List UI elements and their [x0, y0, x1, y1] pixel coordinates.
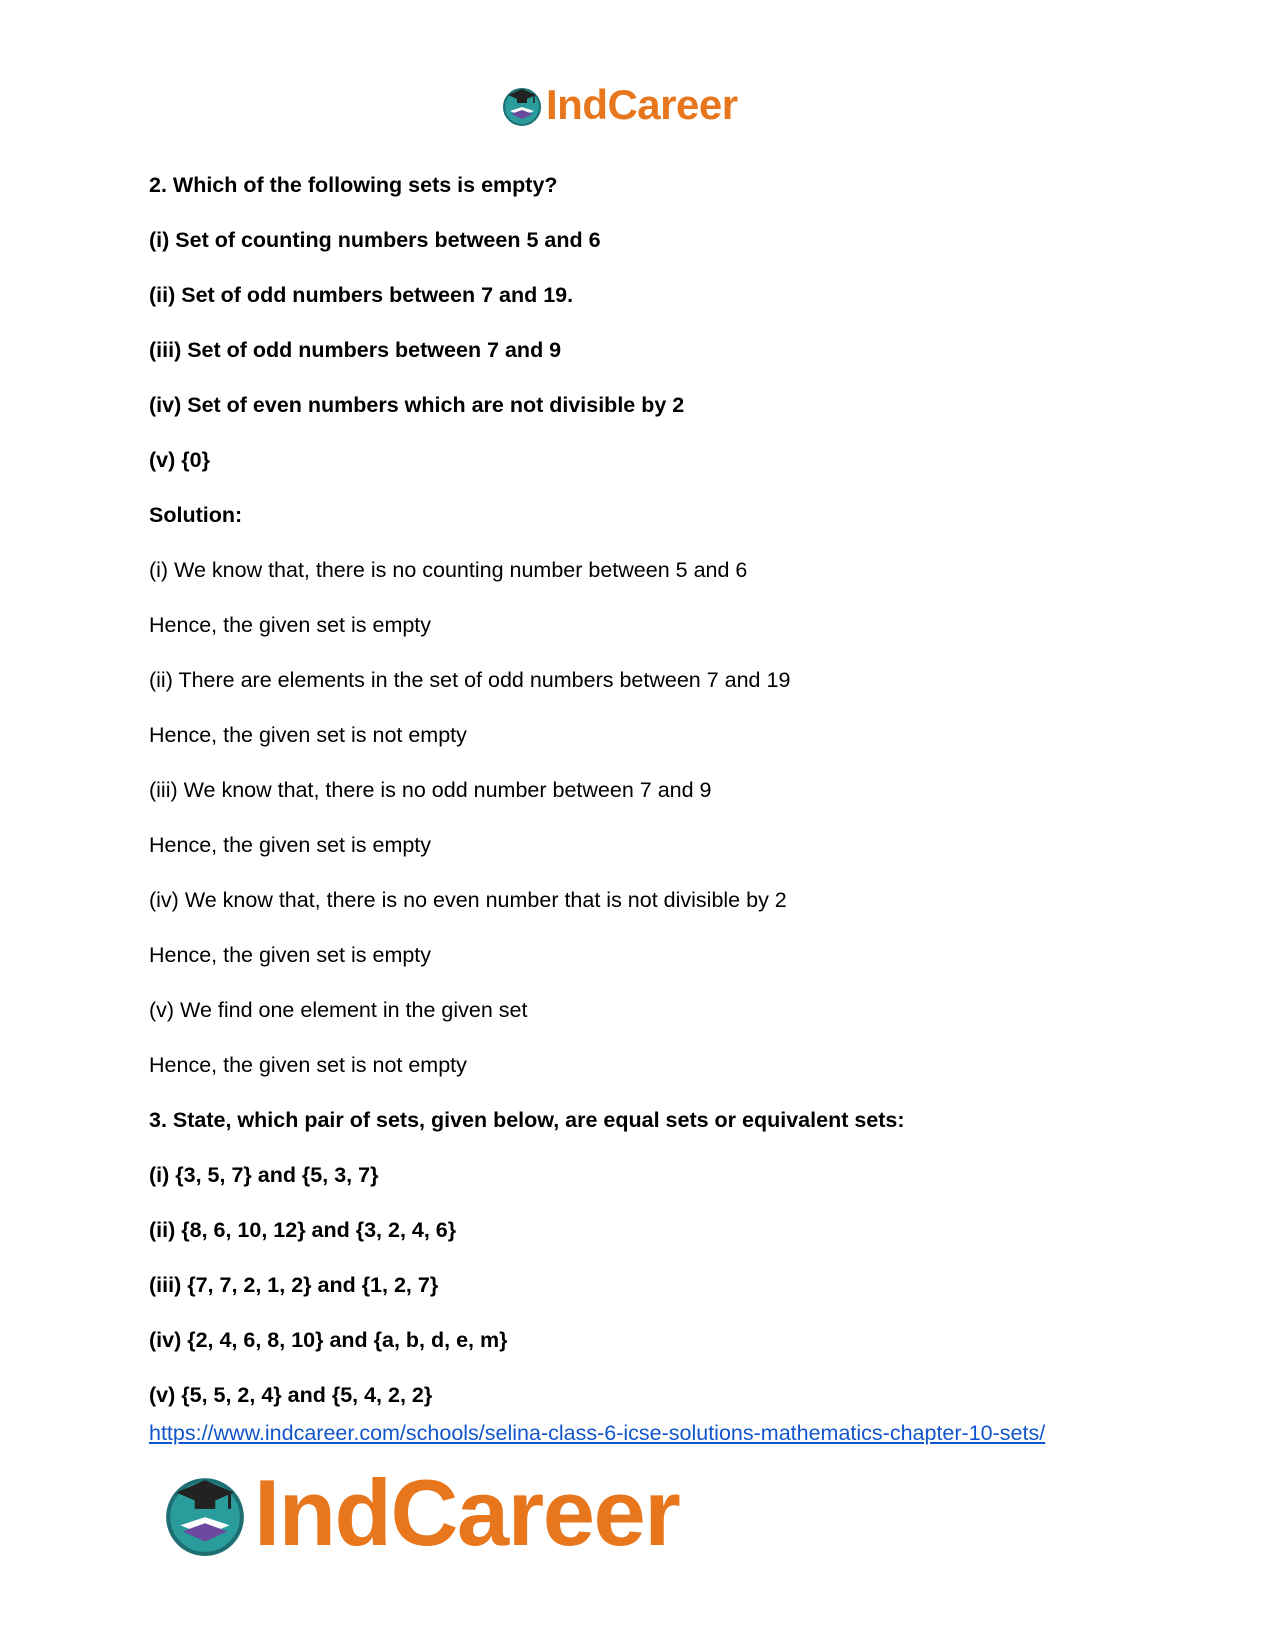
solution-line: Hence, the given set is not empty [149, 723, 467, 747]
question-line: (iii) Set of odd numbers between 7 and 9 [149, 338, 562, 362]
solution-line: (v) We find one element in the given set [149, 998, 528, 1022]
header-logo [500, 76, 780, 134]
solution-line: Hence, the given set is empty [149, 943, 432, 967]
question-line: 3. State, which pair of sets, given below, are equal sets or equivalent sets: [149, 1108, 905, 1132]
document-body [149, 172, 1149, 1437]
footer-logo-text: IndCareer [254, 1460, 680, 1565]
question-line: (v) {0} [149, 448, 210, 472]
solution-line: Hence, the given set is empty [149, 833, 432, 857]
graduation-globe-icon [500, 83, 544, 127]
question-line: (i) Set of counting numbers between 5 and 6 [149, 228, 601, 252]
question-line: (ii) Set of odd numbers between 7 and 19. [149, 283, 574, 307]
graduation-globe-icon [160, 1468, 250, 1558]
source-link-line [149, 1420, 1045, 1446]
solution-line: (i) We know that, there is no counting number between 5 and 6 [149, 558, 748, 582]
question-line: (iv) {2, 4, 6, 8, 10} and {a, b, d, e, m} [149, 1328, 508, 1352]
footer-logo [160, 1460, 700, 1565]
solution-line: Hence, the given set is empty [149, 613, 432, 637]
question-line: 2. Which of the following sets is empty? [149, 173, 558, 197]
solution-line: (iv) We know that, there is no even number that is not divisible by 2 [149, 888, 787, 912]
solution-line: Hence, the given set is not empty [149, 1053, 467, 1077]
header-logo-text: IndCareer [546, 81, 738, 128]
solution-line: (iii) We know that, there is no odd number between 7 and 9 [149, 778, 712, 802]
question-line: (iii) {7, 7, 2, 1, 2} and {1, 2, 7} [149, 1273, 439, 1297]
question-line: (ii) {8, 6, 10, 12} and {3, 2, 4, 6} [149, 1218, 457, 1242]
question-line: Solution: [149, 503, 243, 527]
question-line: (iv) Set of even numbers which are not divisible by 2 [149, 393, 685, 417]
question-line: (v) {5, 5, 2, 4} and {5, 4, 2, 2} [149, 1383, 433, 1407]
source-link[interactable]: https://www.indcareer.com/schools/selina-class-6-icse-solutions-mathematics-chapter-10-sets/ [149, 1421, 1046, 1445]
solution-line: (ii) There are elements in the set of odd numbers between 7 and 19 [149, 668, 791, 692]
question-line: (i) {3, 5, 7} and {5, 3, 7} [149, 1163, 379, 1187]
